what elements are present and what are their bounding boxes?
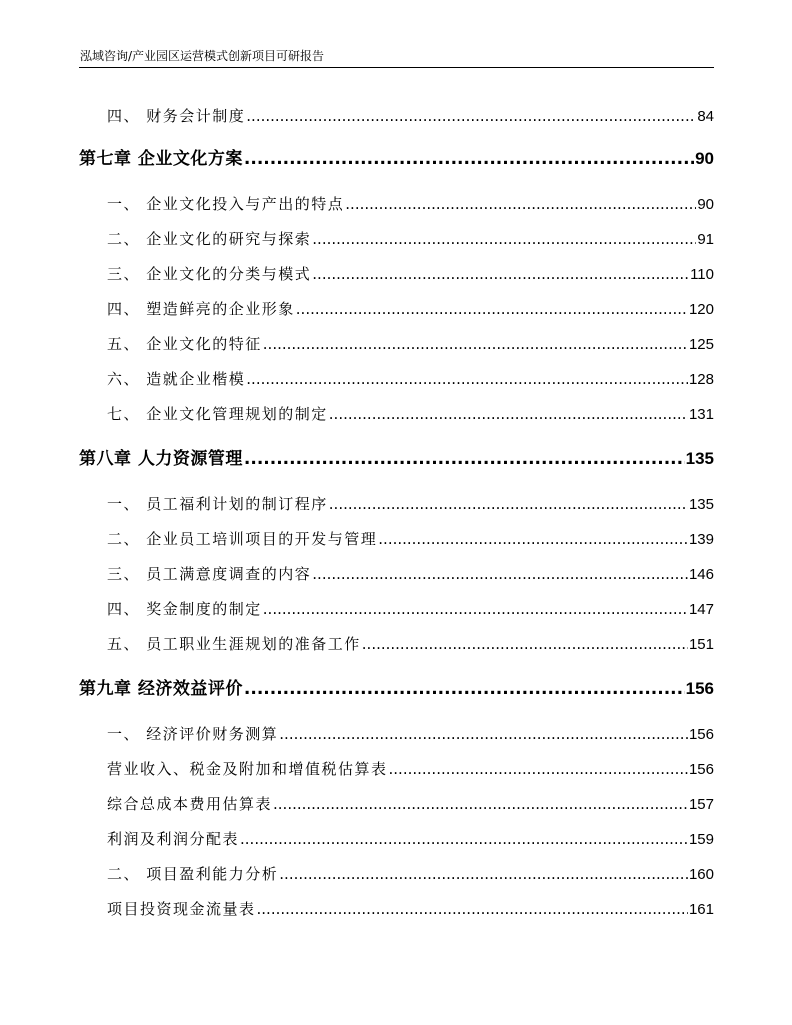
toc-entry-page: 156: [688, 761, 714, 778]
toc-entry[interactable]: [107, 899, 714, 920]
toc-dot-leader: [244, 448, 685, 470]
toc-entry[interactable]: [107, 529, 714, 550]
toc-entry-page: 128: [688, 371, 714, 388]
toc-entry[interactable]: [107, 264, 714, 285]
toc-entry[interactable]: [107, 106, 714, 127]
toc-entry[interactable]: [107, 494, 714, 515]
toc-entry-page: 120: [688, 301, 714, 318]
toc-entry-page: 139: [688, 531, 714, 548]
toc-entry-page: 147: [688, 601, 714, 618]
toc-entry-page: 110: [690, 266, 714, 283]
toc-chapter-entry[interactable]: [79, 678, 714, 700]
toc-entry-title: 一、 经济评价财务测算: [107, 725, 279, 743]
toc-entry-page: 161: [688, 901, 714, 918]
page-header: 泓域咨询/产业园区运营模式创新项目可研报告: [80, 49, 325, 63]
toc-entry[interactable]: [107, 404, 714, 425]
toc-entry[interactable]: [107, 369, 714, 390]
toc-dot-leader: [362, 634, 688, 654]
toc-entry-title: 三、 企业文化的分类与模式: [107, 265, 312, 283]
toc-entry[interactable]: [107, 829, 714, 850]
toc-entry-title: 四、 财务会计制度: [107, 107, 246, 125]
toc-dot-leader: [240, 829, 688, 849]
toc-dot-leader: [312, 229, 696, 249]
toc-dot-leader: [246, 369, 688, 389]
toc-dot-leader: [378, 529, 688, 549]
toc-entry-page: 91: [697, 231, 714, 248]
toc-entry-title: 六、 造就企业楷模: [107, 370, 246, 388]
toc-dot-leader: [389, 759, 688, 779]
toc-entry-page: 151: [688, 636, 714, 653]
toc-entry-page: 156: [688, 726, 714, 743]
toc-dot-leader: [312, 564, 688, 584]
toc-dot-leader: [273, 794, 688, 814]
toc-entry[interactable]: [107, 229, 714, 250]
toc-entry-title: 三、 员工满意度调查的内容: [107, 565, 312, 583]
toc-entry[interactable]: [107, 194, 714, 215]
toc-chapter-entry[interactable]: [79, 448, 714, 470]
toc-entry[interactable]: [107, 334, 714, 355]
toc-chapter-entry[interactable]: [79, 148, 714, 170]
toc-entry-page: 90: [697, 196, 714, 213]
toc-dot-leader: [296, 299, 688, 319]
toc-entry-page: 135: [688, 496, 714, 513]
toc-entry-title: 四、 奖金制度的制定: [107, 600, 262, 618]
toc-entry[interactable]: [107, 724, 714, 745]
toc-entry[interactable]: [107, 299, 714, 320]
toc-dot-leader: [279, 724, 688, 744]
toc-dot-leader: [244, 678, 685, 700]
toc-dot-leader: [263, 334, 688, 354]
toc-entry-title: 二、 企业员工培训项目的开发与管理: [107, 530, 378, 548]
toc-entry[interactable]: [107, 564, 714, 585]
toc-dot-leader: [312, 264, 689, 284]
toc-entry-page: 159: [688, 831, 714, 848]
toc-entry-title: 利润及利润分配表: [107, 830, 240, 848]
toc-entry-page: 157: [688, 796, 714, 813]
toc-entry-title: 二、 企业文化的研究与探索: [107, 230, 312, 248]
toc-entry-page: 131: [688, 406, 714, 423]
toc-entry-title: 营业收入、税金及附加和增值税估算表: [107, 760, 388, 778]
toc-entry[interactable]: [107, 759, 714, 780]
toc-dot-leader: [244, 148, 694, 170]
toc-entry-title: 一、 企业文化投入与产出的特点: [107, 195, 345, 213]
toc-entry-title: 一、 员工福利计划的制订程序: [107, 495, 328, 513]
toc-entry-title: 二、 项目盈利能力分析: [107, 865, 279, 883]
toc-chapter-page: 135: [685, 449, 714, 468]
toc-entry-title: 四、 塑造鲜亮的企业形象: [107, 300, 295, 318]
toc-chapter-title: 第七章 企业文化方案: [79, 149, 243, 169]
toc-entry-page: 125: [688, 336, 714, 353]
toc-entry[interactable]: [107, 634, 714, 655]
toc-chapter-title: 第九章 经济效益评价: [79, 679, 243, 699]
toc-dot-leader: [263, 599, 688, 619]
toc-entry[interactable]: [107, 864, 714, 885]
toc-entry-page: 84: [697, 108, 714, 125]
toc-entry-page: 146: [688, 566, 714, 583]
toc-entry[interactable]: [107, 599, 714, 620]
toc-entry-title: 五、 企业文化的特征: [107, 335, 262, 353]
toc-chapter-title: 第八章 人力资源管理: [79, 449, 243, 469]
toc-entry-title: 综合总成本费用估算表: [107, 795, 273, 813]
toc-entry[interactable]: [107, 794, 714, 815]
toc-entry-title: 项目投资现金流量表: [107, 900, 256, 918]
toc-entry-page: 160: [688, 866, 714, 883]
toc-entry-title: 五、 员工职业生涯规划的准备工作: [107, 635, 361, 653]
toc-dot-leader: [329, 404, 688, 424]
toc-dot-leader: [279, 864, 688, 884]
toc-dot-leader: [329, 494, 688, 514]
toc-chapter-page: 90: [695, 149, 714, 168]
toc-dot-leader: [257, 899, 688, 919]
toc-dot-leader: [345, 194, 696, 214]
toc-entry-title: 七、 企业文化管理规划的制定: [107, 405, 328, 423]
toc-dot-leader: [246, 106, 696, 126]
toc-chapter-page: 156: [685, 679, 714, 698]
